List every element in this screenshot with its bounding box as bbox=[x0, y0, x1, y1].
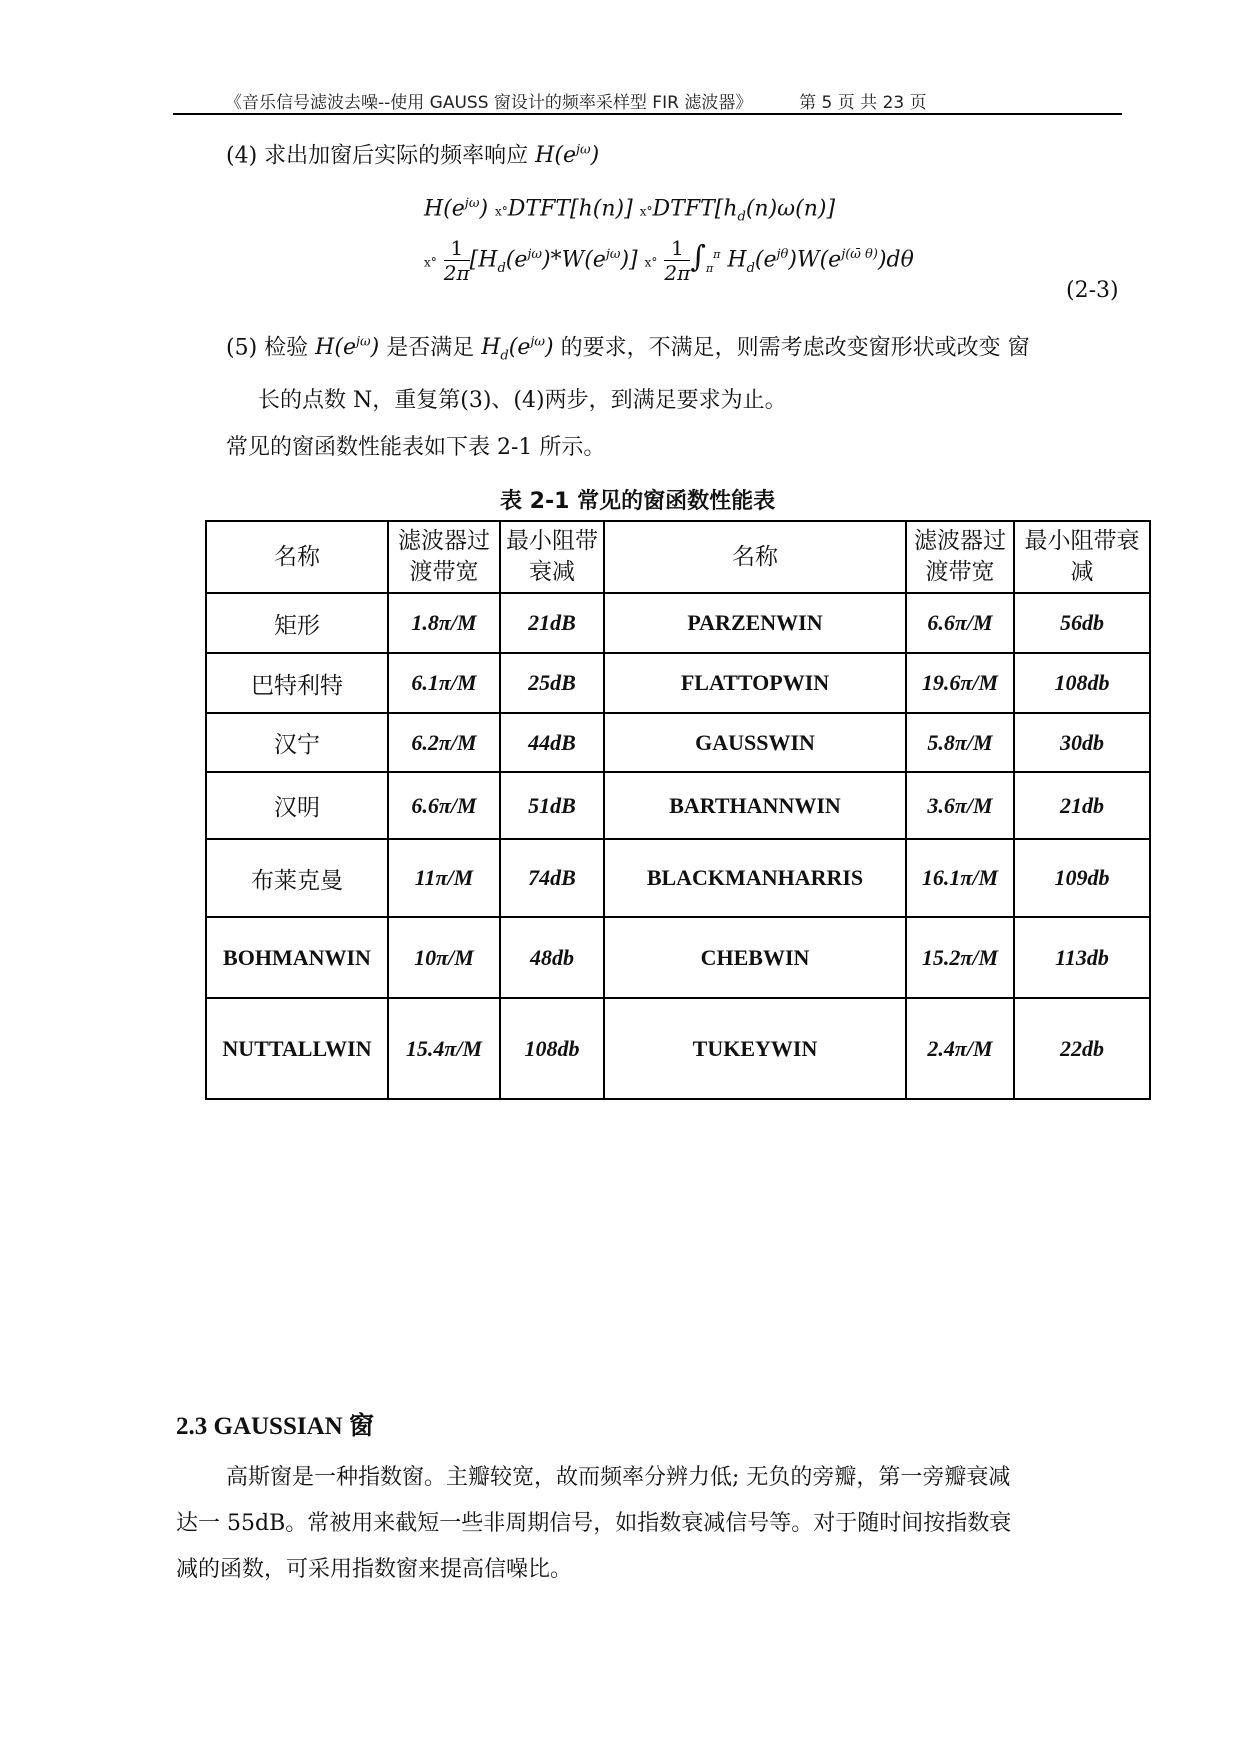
window-name: PARZENWIN bbox=[604, 593, 906, 653]
stopband-attenuation: 108db bbox=[500, 998, 604, 1099]
transition-width: 2.4π/M bbox=[906, 998, 1014, 1099]
step-5-part-a: (5) 检验 bbox=[226, 335, 309, 361]
step-5-part-b: 是否满足 bbox=[386, 335, 475, 361]
table-header-row bbox=[206, 521, 1150, 593]
step-5-line-2: 长的点数 N，重复第(3)、(4)两步，到满足要求为止。 bbox=[258, 388, 787, 413]
transition-width: 6.1π/M bbox=[388, 653, 500, 713]
stopband-attenuation: 22db bbox=[1014, 998, 1150, 1099]
table-row bbox=[206, 653, 1150, 713]
window-name: 汉明 bbox=[206, 772, 388, 839]
header-transition-1: 滤波器过渡带宽 bbox=[388, 521, 500, 593]
transition-width: 6.2π/M bbox=[388, 713, 500, 772]
equation-line-1: $H(e^{j\omega})$ x°DTFT[h(n)] $x^\circ DTFT[h_d(n)\omega(n)]$ bbox=[424, 196, 836, 225]
step-5-formula-hd: $H_d(e^{j\omega})$ bbox=[481, 335, 554, 364]
window-name: 巴特利特 bbox=[206, 653, 388, 713]
stopband-attenuation: 108db bbox=[1014, 653, 1150, 713]
header-attenuation-2: 最小阻带衰减 bbox=[1014, 521, 1150, 593]
stopband-attenuation: 113db bbox=[1014, 917, 1150, 998]
transition-width: 15.4π/M bbox=[388, 998, 500, 1099]
table-row bbox=[206, 917, 1150, 998]
stopband-attenuation: 30db bbox=[1014, 713, 1150, 772]
window-name: FLATTOPWIN bbox=[604, 653, 906, 713]
window-name: 布莱克曼 bbox=[206, 839, 388, 917]
stopband-attenuation: 48db bbox=[500, 917, 604, 998]
transition-width: 15.2π/M bbox=[906, 917, 1014, 998]
paragraph-line-1: 高斯窗是一种指数窗。主瓣较宽，故而频率分辨力低; 无负的旁瓣，第一旁瓣衰减 bbox=[226, 1465, 1011, 1490]
step-5-part-c: 的要求，不满足，则需考虑改变窗形状或改变 窗 bbox=[560, 335, 1030, 361]
stopband-attenuation: 44dB bbox=[500, 713, 604, 772]
transition-width: 6.6π/M bbox=[388, 772, 500, 839]
equation-number: (2-3) bbox=[1066, 278, 1119, 303]
header-title: 《音乐信号滤波去噪--使用 GAUSS 窗设计的频率采样型 FIR 滤波器》 bbox=[225, 93, 753, 113]
header-name-1: 名称 bbox=[206, 521, 388, 593]
step-4-formula: $H(e^{j\omega})$ bbox=[535, 143, 600, 169]
header-attenuation-1: 最小阻带衰减 bbox=[500, 521, 604, 593]
step-4 bbox=[226, 136, 599, 171]
table-title: 表 2-1 常见的窗函数性能表 bbox=[500, 489, 776, 514]
window-name: TUKEYWIN bbox=[604, 998, 906, 1099]
header-rule bbox=[173, 113, 1122, 115]
transition-width: 6.6π/M bbox=[906, 593, 1014, 653]
equation-line-2: x° $\frac{1}{2\pi}$ $[H_d(e^{j\omega})*W(e^{j\omega})]$ x° $\frac{1}{2\pi}$ $\int_\pi^\pi$ $H_d(e^{j\theta})W(e^{j(\omegā \theta)})d\theta$ bbox=[424, 236, 914, 285]
transition-width: 3.6π/M bbox=[906, 772, 1014, 839]
window-name: 矩形 bbox=[206, 593, 388, 653]
window-name: 汉宁 bbox=[206, 713, 388, 772]
window-name: BLACKMANHARRIS bbox=[604, 839, 906, 917]
transition-width: 11π/M bbox=[388, 839, 500, 917]
stopband-attenuation: 74dB bbox=[500, 839, 604, 917]
stopband-attenuation: 56db bbox=[1014, 593, 1150, 653]
running-header bbox=[225, 88, 927, 113]
paragraph-line-2: 达一 55dB。常被用来截短一些非周期信号，如指数衰减信号等。对于随时间按指数衰 bbox=[176, 1511, 1012, 1536]
window-name: GAUSSWIN bbox=[604, 713, 906, 772]
table-row bbox=[206, 839, 1150, 917]
stopband-attenuation: 25dB bbox=[500, 653, 604, 713]
intro-text: 常见的窗函数性能表如下表 2-1 所示。 bbox=[226, 435, 606, 460]
header-name-2: 名称 bbox=[604, 521, 906, 593]
transition-width: 10π/M bbox=[388, 917, 500, 998]
stopband-attenuation: 21dB bbox=[500, 593, 604, 653]
window-name: BARTHANNWIN bbox=[604, 772, 906, 839]
table-row bbox=[206, 998, 1150, 1099]
window-name: NUTTALLWIN bbox=[206, 998, 388, 1099]
table-row bbox=[206, 772, 1150, 839]
stopband-attenuation: 109db bbox=[1014, 839, 1150, 917]
transition-width: 5.8π/M bbox=[906, 713, 1014, 772]
header-page-number: 第 5 页 共 23 页 bbox=[799, 93, 927, 113]
section-heading: 2.3 GAUSSIAN 窗 bbox=[176, 1413, 374, 1440]
step-5-formula-h: $H(e^{j\omega})$ bbox=[315, 335, 380, 361]
transition-width: 1.8π/M bbox=[388, 593, 500, 653]
header-transition-2: 滤波器过渡带宽 bbox=[906, 521, 1014, 593]
table-row bbox=[206, 713, 1150, 772]
paragraph-line-3: 减的函数，可采用指数窗来提高信噪比。 bbox=[176, 1557, 573, 1582]
window-name: CHEBWIN bbox=[604, 917, 906, 998]
transition-width: 16.1π/M bbox=[906, 839, 1014, 917]
window-name: BOHMANWIN bbox=[206, 917, 388, 998]
table-row bbox=[206, 593, 1150, 653]
stopband-attenuation: 21db bbox=[1014, 772, 1150, 839]
stopband-attenuation: 51dB bbox=[500, 772, 604, 839]
step-4-text: (4) 求出加窗后实际的频率响应 bbox=[226, 143, 529, 169]
window-performance-table bbox=[205, 520, 1151, 1100]
step-5-line-1 bbox=[226, 328, 1030, 372]
transition-width: 19.6π/M bbox=[906, 653, 1014, 713]
